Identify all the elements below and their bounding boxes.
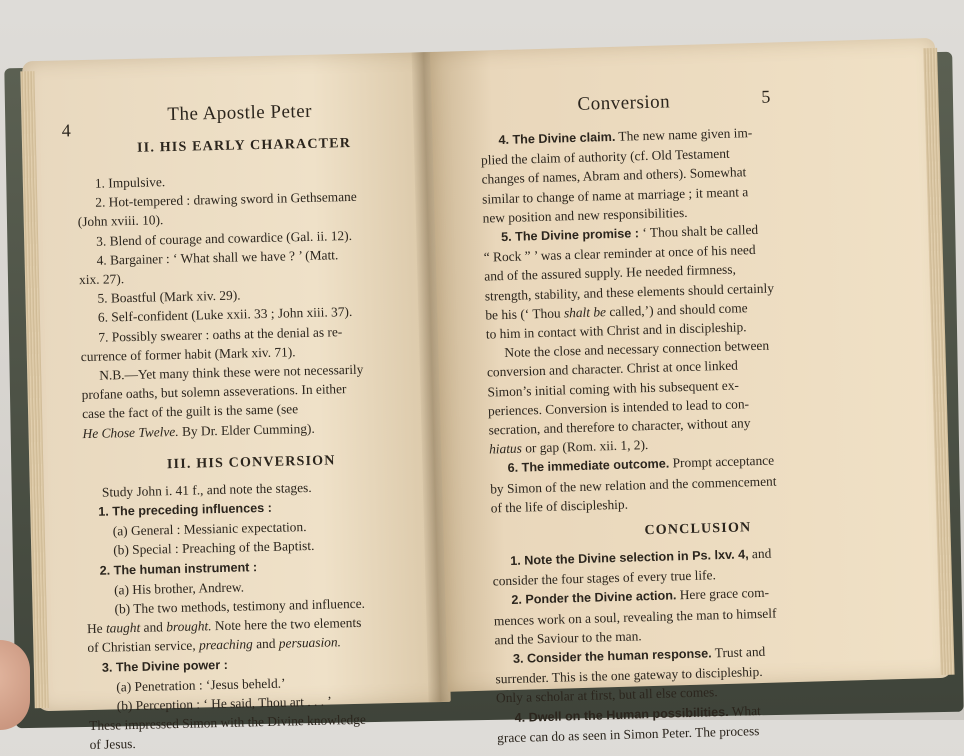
stage2-b: (b) The two methods, testimony and influence. xyxy=(114,595,366,617)
stage2-note-and: and xyxy=(143,619,164,636)
c1-label: 1. Note the Divine selection in Ps. lxv. 4, xyxy=(510,547,749,569)
c4-text: What xyxy=(731,702,761,719)
p5-text: and of the assured supply. He needed firmness, xyxy=(484,261,737,284)
nb-line: N.B.—Yet many think these were not necessarily xyxy=(99,361,364,383)
stage3-label: 3. The Divine power : xyxy=(101,657,228,675)
note-text: Note the close and necessary connection between xyxy=(504,337,770,361)
character-item: 2. Hot-tempered : drawing sword in Gethsemane xyxy=(95,189,357,210)
p4-text: changes of names, Abram and others). Somewhat xyxy=(481,164,747,188)
c2-label: 2. Ponder the Divine action. xyxy=(511,588,677,608)
stage2-note-persuasion: persuasion. xyxy=(278,634,342,652)
stage1-label: 1. The preceding influences : xyxy=(98,500,273,519)
p5-label: 5. The Divine promise : xyxy=(501,226,640,245)
p6-text: Prompt acceptance xyxy=(672,453,775,471)
right-running-title: Conversion xyxy=(577,91,671,115)
p4-text: similar to change of name at marriage ; it meant a xyxy=(481,183,749,207)
nb-line: case the fact of the guilt is the same (see xyxy=(81,401,299,422)
note-text: Simon’s initial coming with his subsequent ex- xyxy=(487,377,740,400)
p6-label: 6. The immediate outcome. xyxy=(507,456,670,476)
character-item: 7. Possibly swearer : oaths at the denial as re- xyxy=(98,323,343,345)
section-heading-early-character: II. HIS EARLY CHARACTER xyxy=(136,135,352,156)
stage2-note-and: and xyxy=(255,636,276,652)
character-item: 1. Impulsive. xyxy=(94,174,166,191)
left-page-number: 4 xyxy=(61,120,72,141)
stage3-note: These impressed Simon with the Divine knowledge xyxy=(89,712,367,734)
stage1-a: (a) General : Messianic expectation. xyxy=(112,519,307,539)
c3-label: 3. Consider the human response. xyxy=(512,646,712,666)
nb-author: By Dr. Elder Cumming). xyxy=(181,420,315,439)
stage2-note-text: He xyxy=(86,620,103,637)
p5-text: to him in contact with Christ and in discipleship. xyxy=(485,319,747,342)
stage2-label: 2. The human instrument : xyxy=(99,559,258,578)
stage2-note-text: Note here the two elements xyxy=(214,615,362,634)
stage2-note-brought: brought. xyxy=(166,618,212,635)
character-item: 6. Self-confident (Luke xxii. 33 ; John xiii. 37). xyxy=(97,304,353,326)
c1-text: consider the four stages of every true life. xyxy=(492,567,717,589)
p4-text: plied the claim of authority (cf. Old Testament xyxy=(480,145,730,168)
c3-text: surrender. This is the one gateway to discipleship. xyxy=(495,664,763,687)
c4-label: 4. Dwell on the Human possibilities. xyxy=(514,704,729,725)
section-heading-conversion: III. HIS CONVERSION xyxy=(166,453,336,473)
stage2-note-preaching: preaching xyxy=(198,636,253,653)
note-text: secration, and therefore to character, without any xyxy=(488,415,751,438)
nb-note xyxy=(81,359,419,443)
p4-text: new position and new responsibilities. xyxy=(482,204,688,226)
stage1-b: (b) Special : Preaching of the Baptist. xyxy=(113,538,315,558)
c4-text: grace can do as seen in Simon Peter. The process xyxy=(496,722,760,746)
character-item: 3. Blend of courage and cowardice (Gal. ii. 12). xyxy=(96,227,353,249)
character-item: xix. 27). xyxy=(78,271,125,288)
stage2-a: (a) His brother, Andrew. xyxy=(113,579,245,598)
character-list xyxy=(77,167,417,367)
nb-line: profane oaths, but solemn asseverations. In either xyxy=(81,381,347,403)
character-item: 4. Bargainer : ‘ What shall we have ? ’ (Matt. xyxy=(96,247,339,268)
character-item: 5. Boastful (Mark xiv. 29). xyxy=(97,287,241,306)
stage3-a: (a) Penetration : ‘Jesus beheld.’ xyxy=(116,675,286,695)
stage2-note-text: of Christian service, xyxy=(87,638,196,656)
study-line: Study John i. 41 f., and note the stages. xyxy=(101,479,312,500)
p5-italic: shalt be xyxy=(563,304,607,321)
character-item: currence of former habit (Mark xiv. 71). xyxy=(80,344,296,364)
p5-text: ‘ Thou shalt be called xyxy=(642,221,759,241)
stage3-b: (b) Perception : ‘ He said, Thou art . . . ’ xyxy=(116,693,332,714)
c2-text: mences work on a soul, revealing the man to himself xyxy=(493,605,777,629)
right-page xyxy=(430,38,953,746)
note-italic: hiatus xyxy=(488,440,523,457)
character-item: (John xviii. 10). xyxy=(77,212,164,230)
p5-text: called,’) and should come xyxy=(609,300,748,319)
p4-text: The new name given im- xyxy=(618,125,753,144)
p5-text: be his (‘ Thou xyxy=(485,305,561,323)
note-text: conversion and character. Christ at once linked xyxy=(486,357,739,380)
right-page-number: 5 xyxy=(761,86,772,107)
c2-text: and the Saviour to the man. xyxy=(494,628,642,648)
p5-text: “ Rock ” ’ was a clear reminder at once of his need xyxy=(483,242,756,265)
c3-text: Only a scholar at first, but all else comes. xyxy=(495,684,718,706)
left-running-title: The Apostle Peter xyxy=(167,100,313,126)
note-text: or gap (Rom. xii. 1, 2). xyxy=(525,437,649,456)
nb-book-title: He Chose Twelve. xyxy=(82,423,179,441)
c3-text: Trust and xyxy=(714,643,766,661)
left-page xyxy=(22,52,451,753)
p4-label: 4. The Divine claim. xyxy=(498,129,616,148)
note-text: periences. Conversion is intended to lead to con- xyxy=(487,396,750,419)
p6-text: of the life of discipleship. xyxy=(490,496,629,516)
stage2-note-taught: taught xyxy=(105,620,141,636)
p5-text: strength, stability, and these elements should certainly xyxy=(484,280,775,304)
c1-text: and xyxy=(751,545,772,562)
p6-text: by Simon of the new relation and the commencement xyxy=(490,473,777,497)
c2-text: Here grace com- xyxy=(679,585,770,603)
stage3-note: of Jesus. xyxy=(89,736,136,753)
section-heading-conclusion: CONCLUSION xyxy=(644,520,752,539)
